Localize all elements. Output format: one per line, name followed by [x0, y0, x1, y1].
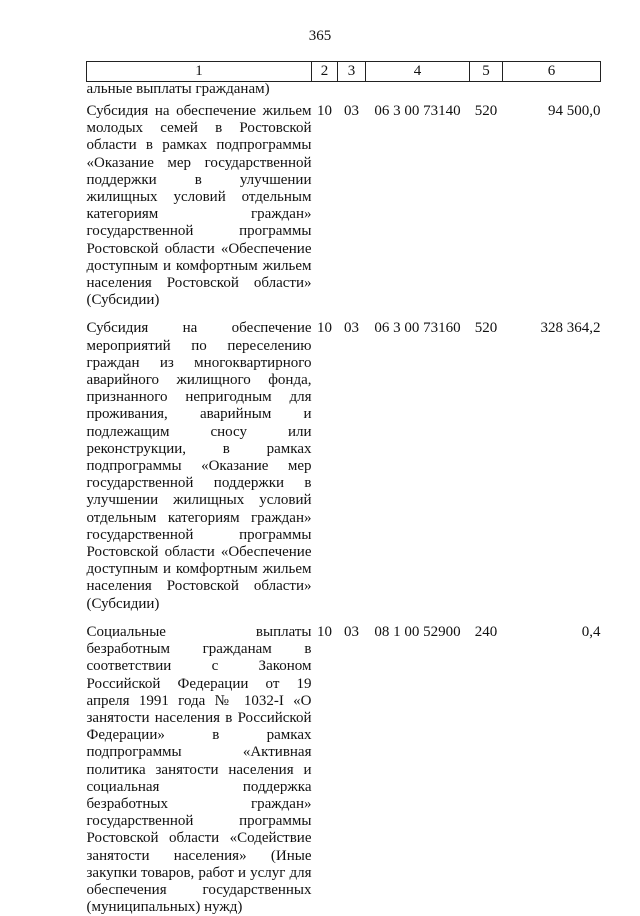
- row-description: Субсидия на обеспечение жильем молодых семей в Ростовской области в рамках подпрограммы «Оказание мер государственной поддержки в улучшении жилищных условий отдельным категориям граждан» государственной программы Ростовской области «Обеспечение доступным и комфортным жильем населения Ростовской области» (Субсидии): [86, 103, 312, 309]
- column-header-6: 6: [503, 62, 601, 82]
- table-header-row: [87, 62, 601, 82]
- row-vr: 520: [474, 320, 498, 337]
- row-description: Социальные выплаты безработным гражданам в соответствии с Законом Российской Федерации от 19 апреля 1991 года № 1032-I «О занятости населения в Российской Федерации» в рамках подпрограммы «Активная политика занятости населения и социальная поддержка безработных граждан» государственной программы Ростовской области «Содействие занятости населения» (Иные закупки товаров, работ и услуг для обеспечения государственных (муниципальных) нужд): [86, 623, 312, 916]
- page-number: 365: [308, 28, 332, 44]
- row-vr: 240: [474, 623, 498, 640]
- table-row: [87, 97, 601, 309]
- row-pr: 03: [344, 623, 359, 640]
- column-header-1: 1: [87, 62, 312, 82]
- column-header-4: 4: [366, 62, 470, 82]
- continuation-text: альные выплаты гражданам): [86, 81, 270, 97]
- continuation-row: [87, 82, 601, 98]
- column-header-3: 3: [338, 62, 366, 82]
- row-rz: 10: [317, 623, 332, 640]
- row-csr: 06 3 00 73140: [374, 103, 461, 119]
- budget-table: [86, 61, 601, 916]
- row-csr: 08 1 00 52900: [374, 623, 461, 640]
- row-amount: 328 364,2: [540, 320, 601, 337]
- table-row: [87, 309, 601, 612]
- column-header-2: 2: [312, 62, 338, 82]
- row-pr: 03: [344, 103, 359, 119]
- column-header-5: 5: [470, 62, 503, 82]
- row-pr: 03: [344, 320, 359, 337]
- row-csr: 06 3 00 73160: [374, 320, 461, 337]
- table-row: [87, 613, 601, 916]
- row-description: Субсидия на обеспечение мероприятий по переселению граждан из многоквартирного аварийного жилищного фонда, признанного непригодным для проживания, аварийным и подлежащим сносу или реконструкции, в рамках подпрограммы «Оказание мер государственной поддержки в улучшении жилищных условий отдельным категориям граждан» государственной программы Ростовской области «Обеспечение доступным и комфортным жильем населения Ростовской области» (Субсидии): [86, 320, 312, 612]
- row-amount: 0,4: [581, 623, 601, 640]
- row-vr: 520: [474, 103, 498, 119]
- row-rz: 10: [317, 320, 332, 337]
- row-amount: 94 500,0: [548, 103, 601, 119]
- row-rz: 10: [317, 103, 332, 119]
